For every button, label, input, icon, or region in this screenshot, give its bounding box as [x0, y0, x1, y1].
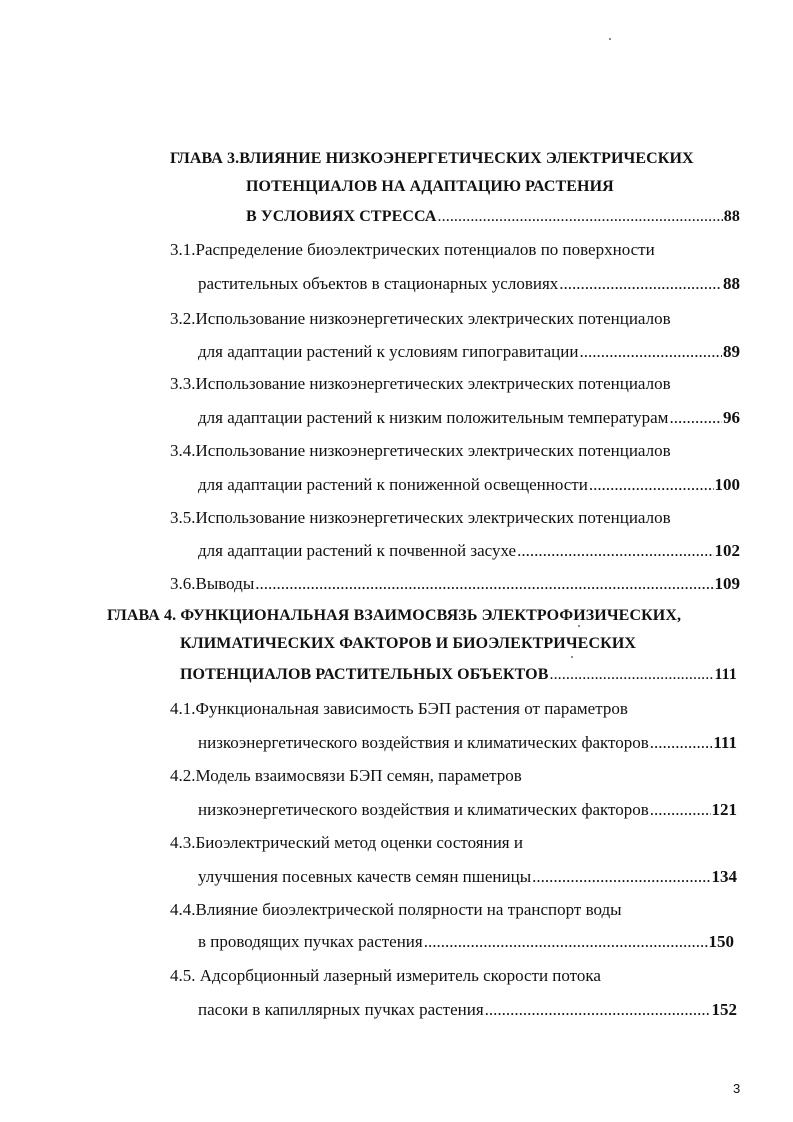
section-4-3-line-2: улучшения посевных качеств семян пшеницы: [198, 867, 532, 886]
leader-dots: [650, 798, 711, 822]
chapter-4-page: 111: [714, 666, 737, 683]
section-4-5-page: 152: [711, 1000, 737, 1019]
leader-dots: [517, 539, 713, 563]
section-3-4-page: 100: [714, 475, 740, 494]
scan-speck: [571, 656, 573, 658]
section-3-1-line-2: растительных объектов в стационарных условиях: [198, 274, 559, 293]
leader-dots: [549, 663, 713, 687]
section-4-2-line-2: низкоэнергетического воздействия и климатических факторов: [198, 800, 649, 819]
chapter-4-title-line-3: ПОТЕНЦИАЛОВ РАСТИТЕЛЬНЫХ ОБЪЕКТОВ: [180, 666, 549, 683]
section-3-2-entry[interactable]: [198, 340, 740, 364]
section-4-1-line-1: 4.1.Функциональная зависимость БЭП растения от параметров: [170, 699, 628, 718]
section-3-4-line-2: для адаптации растений к пониженной освещенности: [198, 475, 588, 494]
chapter-4-title-line-2: КЛИМАТИЧЕСКИХ ФАКТОРОВ И БИОЭЛЕКТРИЧЕСКИХ: [180, 635, 637, 652]
section-3-6-entry[interactable]: [170, 572, 740, 596]
leader-dots: [438, 205, 723, 229]
section-4-5-line-2: пасоки в капиллярных пучках растения: [198, 1000, 484, 1019]
section-3-1-entry[interactable]: [198, 272, 740, 296]
section-3-1-line-1: 3.1.Распределение биоэлектрических потенциалов по поверхности: [170, 240, 655, 259]
section-3-4-entry[interactable]: [198, 473, 740, 497]
section-3-5-line-2: для адаптации растений к почвенной засухе: [198, 541, 517, 560]
section-4-1-page: 111: [713, 733, 737, 752]
section-4-2-entry[interactable]: [198, 798, 737, 822]
leader-dots: [650, 731, 713, 755]
section-3-3-entry[interactable]: [198, 406, 740, 430]
section-4-4-line-2: в проводящих пучках растения: [198, 932, 423, 951]
section-3-5-entry[interactable]: [198, 539, 740, 563]
section-4-1-entry[interactable]: [198, 731, 737, 755]
section-4-5-line-1: 4.5. Адсорбционный лазерный измеритель скорости потока: [170, 966, 601, 985]
section-3-3-line-1: 3.3.Использование низкоэнергетических электрических потенциалов: [170, 374, 671, 393]
section-3-2-line-2: для адаптации растений к условиям гипогравитации: [198, 342, 579, 361]
section-4-2-line-1: 4.2.Модель взаимосвязи БЭП семян, параметров: [170, 766, 522, 785]
leader-dots: [559, 272, 722, 296]
leader-dots: [579, 340, 722, 364]
chapter-3-title-line-1: ГЛАВА 3.ВЛИЯНИЕ НИЗКОЭНЕРГЕТИЧЕСКИХ ЭЛЕКТРИЧЕСКИХ: [170, 150, 694, 167]
leader-dots: [255, 572, 713, 596]
section-3-3-page: 96: [723, 408, 740, 427]
leader-dots: [532, 865, 710, 889]
section-4-4-page: 150: [708, 932, 734, 951]
scan-speck: [578, 625, 580, 627]
leader-dots: [485, 998, 711, 1022]
chapter-3-page: 88: [723, 208, 740, 225]
section-3-5-page: 102: [714, 541, 740, 560]
section-4-4-line-1: 4.4.Влияние биоэлектрической полярности на транспорт воды: [170, 900, 622, 919]
scan-speck: [609, 38, 611, 40]
section-3-2-page: 89: [723, 342, 740, 361]
section-3-5-line-1: 3.5.Использование низкоэнергетических электрических потенциалов: [170, 508, 671, 527]
section-4-4-entry[interactable]: [198, 930, 734, 954]
section-4-3-entry[interactable]: [198, 865, 737, 889]
leader-dots: [669, 406, 722, 430]
section-3-1-page: 88: [723, 274, 740, 293]
section-3-4-line-1: 3.4.Использование низкоэнергетических электрических потенциалов: [170, 441, 671, 460]
section-4-1-line-2: низкоэнергетического воздействия и климатических факторов: [198, 733, 649, 752]
page-number: 3: [733, 1081, 741, 1096]
chapter-3-title-line-2: ПОТЕНЦИАЛОВ НА АДАПТАЦИЮ РАСТЕНИЯ: [246, 178, 614, 195]
leader-dots: [589, 473, 714, 497]
section-4-3-line-1: 4.3.Биоэлектрический метод оценки состояния и: [170, 833, 523, 852]
chapter-3-entry[interactable]: [246, 205, 740, 229]
section-3-6-title: 3.6.Выводы: [170, 574, 255, 593]
section-3-2-line-1: 3.2.Использование низкоэнергетических электрических потенциалов: [170, 309, 671, 328]
leader-dots: [424, 930, 708, 954]
section-3-6-page: 109: [714, 574, 740, 593]
section-4-2-page: 121: [711, 800, 737, 819]
section-4-3-page: 134: [711, 867, 737, 886]
chapter-4-title-line-1: ГЛАВА 4. ФУНКЦИОНАЛЬНАЯ ВЗАИМОСВЯЗЬ ЭЛЕКТРОФИЗИЧЕСКИХ,: [107, 607, 682, 624]
chapter-3-title-line-3: В УСЛОВИЯХ СТРЕССА: [246, 208, 437, 225]
section-3-3-line-2: для адаптации растений к низким положительным температурам: [198, 408, 669, 427]
section-4-5-entry[interactable]: [198, 998, 737, 1022]
chapter-4-entry[interactable]: [180, 663, 737, 687]
